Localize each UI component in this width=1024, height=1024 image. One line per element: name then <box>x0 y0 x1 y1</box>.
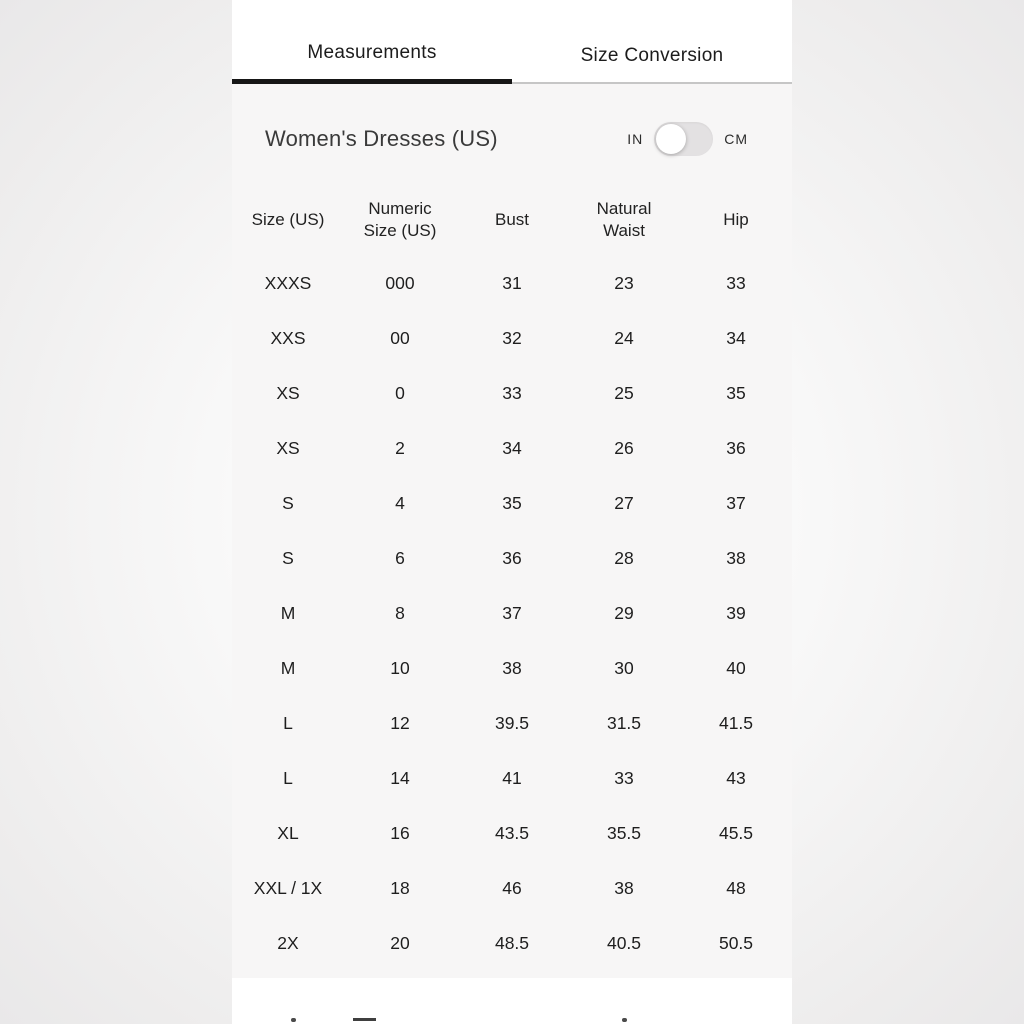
table-cell: 37 <box>502 603 522 623</box>
toggle-knob <box>656 124 686 154</box>
table-cell: 27 <box>614 493 634 513</box>
table-cell: 12 <box>390 713 410 733</box>
table-cell: L <box>283 768 293 788</box>
table-cell: 00 <box>390 328 410 348</box>
table-cell: 46 <box>502 878 522 898</box>
table-cell: 38 <box>502 658 522 678</box>
table-cell: 0 <box>395 383 405 403</box>
column-header-size-us: Size (US) <box>251 209 325 229</box>
table-cell: 39 <box>726 603 746 623</box>
cropped-bottom-ui-mark <box>622 1018 627 1022</box>
table-row <box>232 476 792 531</box>
table-cell: 16 <box>390 823 410 843</box>
unit-toggle-group <box>627 122 748 156</box>
table-cell: 41.5 <box>718 713 754 733</box>
table-header-row <box>232 184 792 256</box>
table-cell: 31 <box>502 273 522 293</box>
tab-measurements[interactable] <box>232 0 512 84</box>
tab-size-conversion-label: Size Conversion <box>580 45 724 66</box>
table-cell: 30 <box>614 658 634 678</box>
table-cell: 25 <box>614 383 634 403</box>
table-cell: 37 <box>726 493 746 513</box>
table-cell: 35 <box>502 493 522 513</box>
table-cell: 8 <box>395 603 405 623</box>
tabbar <box>232 0 792 84</box>
column-header-natural-waist: Natural Waist <box>596 198 652 240</box>
size-table <box>232 184 792 971</box>
table-cell: 33 <box>502 383 522 403</box>
table-cell: XS <box>276 383 300 403</box>
table-row <box>232 531 792 586</box>
cropped-bottom-ui-mark <box>291 1018 296 1022</box>
table-cell: 6 <box>395 548 405 568</box>
table-row <box>232 916 792 971</box>
table-cell: XL <box>277 823 299 843</box>
table-cell: 000 <box>385 273 415 293</box>
table-cell: XS <box>276 438 300 458</box>
table-cell: L <box>283 713 293 733</box>
table-cell: 33 <box>614 768 634 788</box>
size-chart-panel <box>232 0 792 1024</box>
table-cell: 20 <box>390 933 410 953</box>
table-row <box>232 421 792 476</box>
unit-label-cm: CM <box>724 131 748 147</box>
table-cell: 40 <box>726 658 746 678</box>
table-cell: 4 <box>395 493 405 513</box>
measurements-sheet <box>232 84 792 978</box>
table-cell: 32 <box>502 328 522 348</box>
table-cell: 45.5 <box>718 823 754 843</box>
table-cell: 18 <box>390 878 410 898</box>
table-cell: S <box>282 548 294 568</box>
table-cell: 35 <box>726 383 746 403</box>
table-cell: 36 <box>726 438 746 458</box>
table-row <box>232 861 792 916</box>
table-cell: 24 <box>614 328 634 348</box>
table-row <box>232 586 792 641</box>
table-cell: 38 <box>614 878 634 898</box>
table-cell: 48.5 <box>494 933 530 953</box>
column-header-hip: Hip <box>723 209 749 229</box>
table-cell: 26 <box>614 438 634 458</box>
table-cell: 2X <box>277 933 299 953</box>
table-cell: 36 <box>502 548 522 568</box>
table-cell: 43 <box>726 768 746 788</box>
table-row <box>232 311 792 366</box>
table-cell: 33 <box>726 273 746 293</box>
table-cell: XXS <box>270 328 306 348</box>
table-cell: 10 <box>390 658 410 678</box>
table-cell: S <box>282 493 294 513</box>
table-cell: 23 <box>614 273 634 293</box>
table-cell: 28 <box>614 548 634 568</box>
column-header-bust: Bust <box>494 209 530 229</box>
table-cell: XXXS <box>264 273 312 293</box>
unit-label-in: IN <box>627 131 644 147</box>
table-row <box>232 366 792 421</box>
table-row <box>232 696 792 751</box>
table-cell: 34 <box>502 438 522 458</box>
table-cell: 48 <box>726 878 746 898</box>
unit-toggle-switch[interactable] <box>654 122 713 156</box>
tab-size-conversion[interactable] <box>512 0 792 84</box>
table-cell: 40.5 <box>606 933 642 953</box>
table-row <box>232 641 792 696</box>
tab-measurements-label: Measurements <box>307 42 437 63</box>
table-cell: 41 <box>502 768 522 788</box>
table-cell: 35.5 <box>606 823 642 843</box>
sheet-title: Women's Dresses (US) <box>265 126 498 151</box>
table-cell: M <box>280 658 296 678</box>
table-row <box>232 806 792 861</box>
cropped-bottom-ui-mark <box>353 1018 376 1021</box>
table-row <box>232 256 792 311</box>
table-cell: 14 <box>390 768 410 788</box>
table-cell: M <box>280 603 296 623</box>
table-cell: 29 <box>614 603 634 623</box>
column-header-numeric-size: Numeric Size (US) <box>363 198 437 240</box>
table-body <box>232 256 792 971</box>
table-cell: 39.5 <box>494 713 530 733</box>
table-row <box>232 751 792 806</box>
table-cell: 38 <box>726 548 746 568</box>
table-cell: 43.5 <box>494 823 530 843</box>
table-cell: 34 <box>726 328 746 348</box>
table-cell: 2 <box>395 438 405 458</box>
title-row <box>232 84 792 156</box>
table-cell: XXL / 1X <box>253 878 323 898</box>
table-cell: 31.5 <box>606 713 642 733</box>
table-cell: 50.5 <box>718 933 754 953</box>
